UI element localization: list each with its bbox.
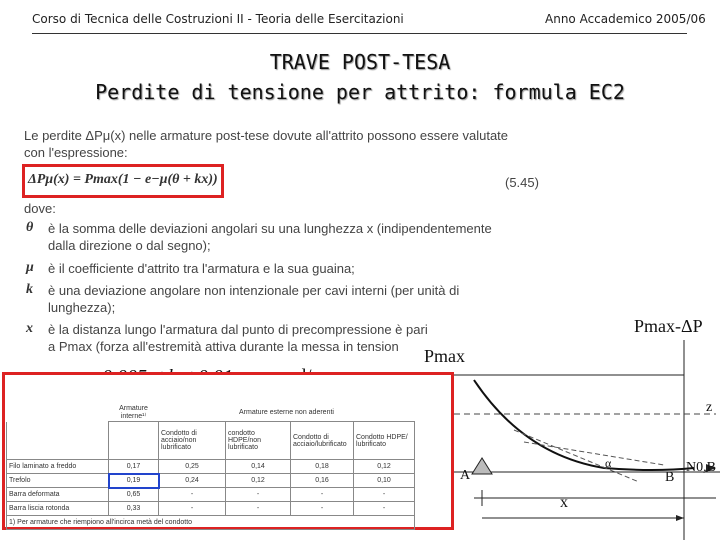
def-x-symbol: x [26, 321, 33, 336]
table-cell: - [291, 502, 354, 516]
friction-table [6, 404, 415, 530]
def-mu-line1: è il coefficiente d'attrito tra l'armatura e la sua guaina; [48, 261, 355, 276]
table-row [7, 488, 415, 502]
def-x-line1: è la distanza lungo l'armatura dal punto di precompressione è pari [48, 322, 428, 337]
row-label: Barra liscia rotonda [7, 502, 109, 516]
alpha-label: α [605, 456, 612, 470]
slide-subtitle: Perdite di tensione per attrito: formula EC2 [95, 80, 625, 104]
table-cell: 0,16 [291, 474, 354, 488]
table-row [7, 460, 415, 474]
intro-text: Le perdite ΔPμ(x) nelle armature post-tese dovute all'attrito possono essere valutate [24, 128, 509, 143]
table-cell: - [226, 488, 291, 502]
pmax-minus-label: Pmax-ΔP [634, 316, 703, 336]
table-cell: - [159, 488, 226, 502]
def-theta-line1: è la somma delle deviazioni angolari su una lunghezza x (indipendentemente [48, 221, 492, 236]
def-theta-line2: dalla direzione o dal segno); [48, 238, 211, 253]
axial-force-label: N0,B [686, 460, 716, 475]
def-mu-symbol: μ [26, 260, 34, 275]
cable-diagram [454, 340, 720, 540]
header-external: Armature esterne non aderenti [239, 409, 334, 416]
def-k-symbol: k [26, 282, 33, 297]
table-cell: - [226, 502, 291, 516]
academic-year: Anno Accademico 2005/06 [545, 12, 706, 26]
subheader-steel-lubricated: Condotto di acciaio/lubrificato [291, 422, 354, 460]
tangent-line-2 [524, 442, 664, 465]
table-cell: - [354, 488, 415, 502]
table-cell: 0,33 [109, 502, 159, 516]
def-theta-symbol: θ [26, 220, 34, 235]
row-label: Filo laminato a freddo [7, 460, 109, 474]
friction-formula: ΔPμ(x) = Pmax(1 − e−μ(θ + kx)) [28, 172, 218, 187]
table-cell: 0,17 [109, 460, 159, 474]
table-footnote: 1) Per armature che riempiono all'incirca metà del condotto [7, 516, 415, 530]
x-label: x [560, 494, 568, 511]
table-cell: 0,12 [354, 460, 415, 474]
equation-number: (5.45) [505, 175, 539, 190]
pmax-label: Pmax [424, 346, 466, 366]
def-x-line2: a Pmax (forza all'estremità attiva durante la messa in tension [48, 339, 399, 354]
formula-highlight [22, 164, 224, 198]
def-k-line1: è una deviazione angolare non intenzionale per cavi interni (per unità di [48, 283, 460, 298]
intro-text-2: con l'espressione: [24, 145, 128, 160]
x-arrow-icon [676, 515, 684, 521]
table-cell: 0,18 [291, 460, 354, 474]
table-cell: 0,25 [159, 460, 226, 474]
z-label: z [706, 400, 713, 415]
support-A-icon [472, 458, 492, 474]
row-label: Trefolo [7, 474, 109, 488]
subheader-steel-unlubricated: Condotto di acciaio/non lubrificato [159, 422, 226, 460]
table-row [7, 502, 415, 516]
tendon-profile [474, 380, 694, 470]
table-cell-highlighted: 0,19 [109, 474, 159, 488]
table-cell: - [291, 488, 354, 502]
tangent-line [514, 430, 639, 482]
header-internal: Armature interne¹⁾ [119, 405, 148, 420]
table-cell: 0,12 [226, 474, 291, 488]
table-cell: - [159, 502, 226, 516]
table-cell: 0,14 [226, 460, 291, 474]
subheader-hdpe-unlubricated: condotto HDPE/non lubrificato [226, 422, 291, 460]
table-cell: 0,10 [354, 474, 415, 488]
table-row [7, 474, 415, 488]
def-k-line2: lunghezza); [48, 300, 116, 315]
table-cell: - [354, 502, 415, 516]
course-title: Corso di Tecnica delle Costruzioni II - Teoria delle Esercitazioni [32, 12, 404, 26]
table-cell: 0,24 [159, 474, 226, 488]
subheader-hdpe-lubricated: Condotto HDPE/ lubrificato [354, 422, 415, 460]
dove-label: dove: [24, 201, 56, 216]
point-B-label: B [665, 470, 675, 485]
header-divider [32, 33, 687, 34]
row-label: Barra deformata [7, 488, 109, 502]
slide-title: TRAVE POST-TESA [269, 50, 451, 74]
point-A-label: A [460, 468, 471, 483]
table-cell: 0,65 [109, 488, 159, 502]
